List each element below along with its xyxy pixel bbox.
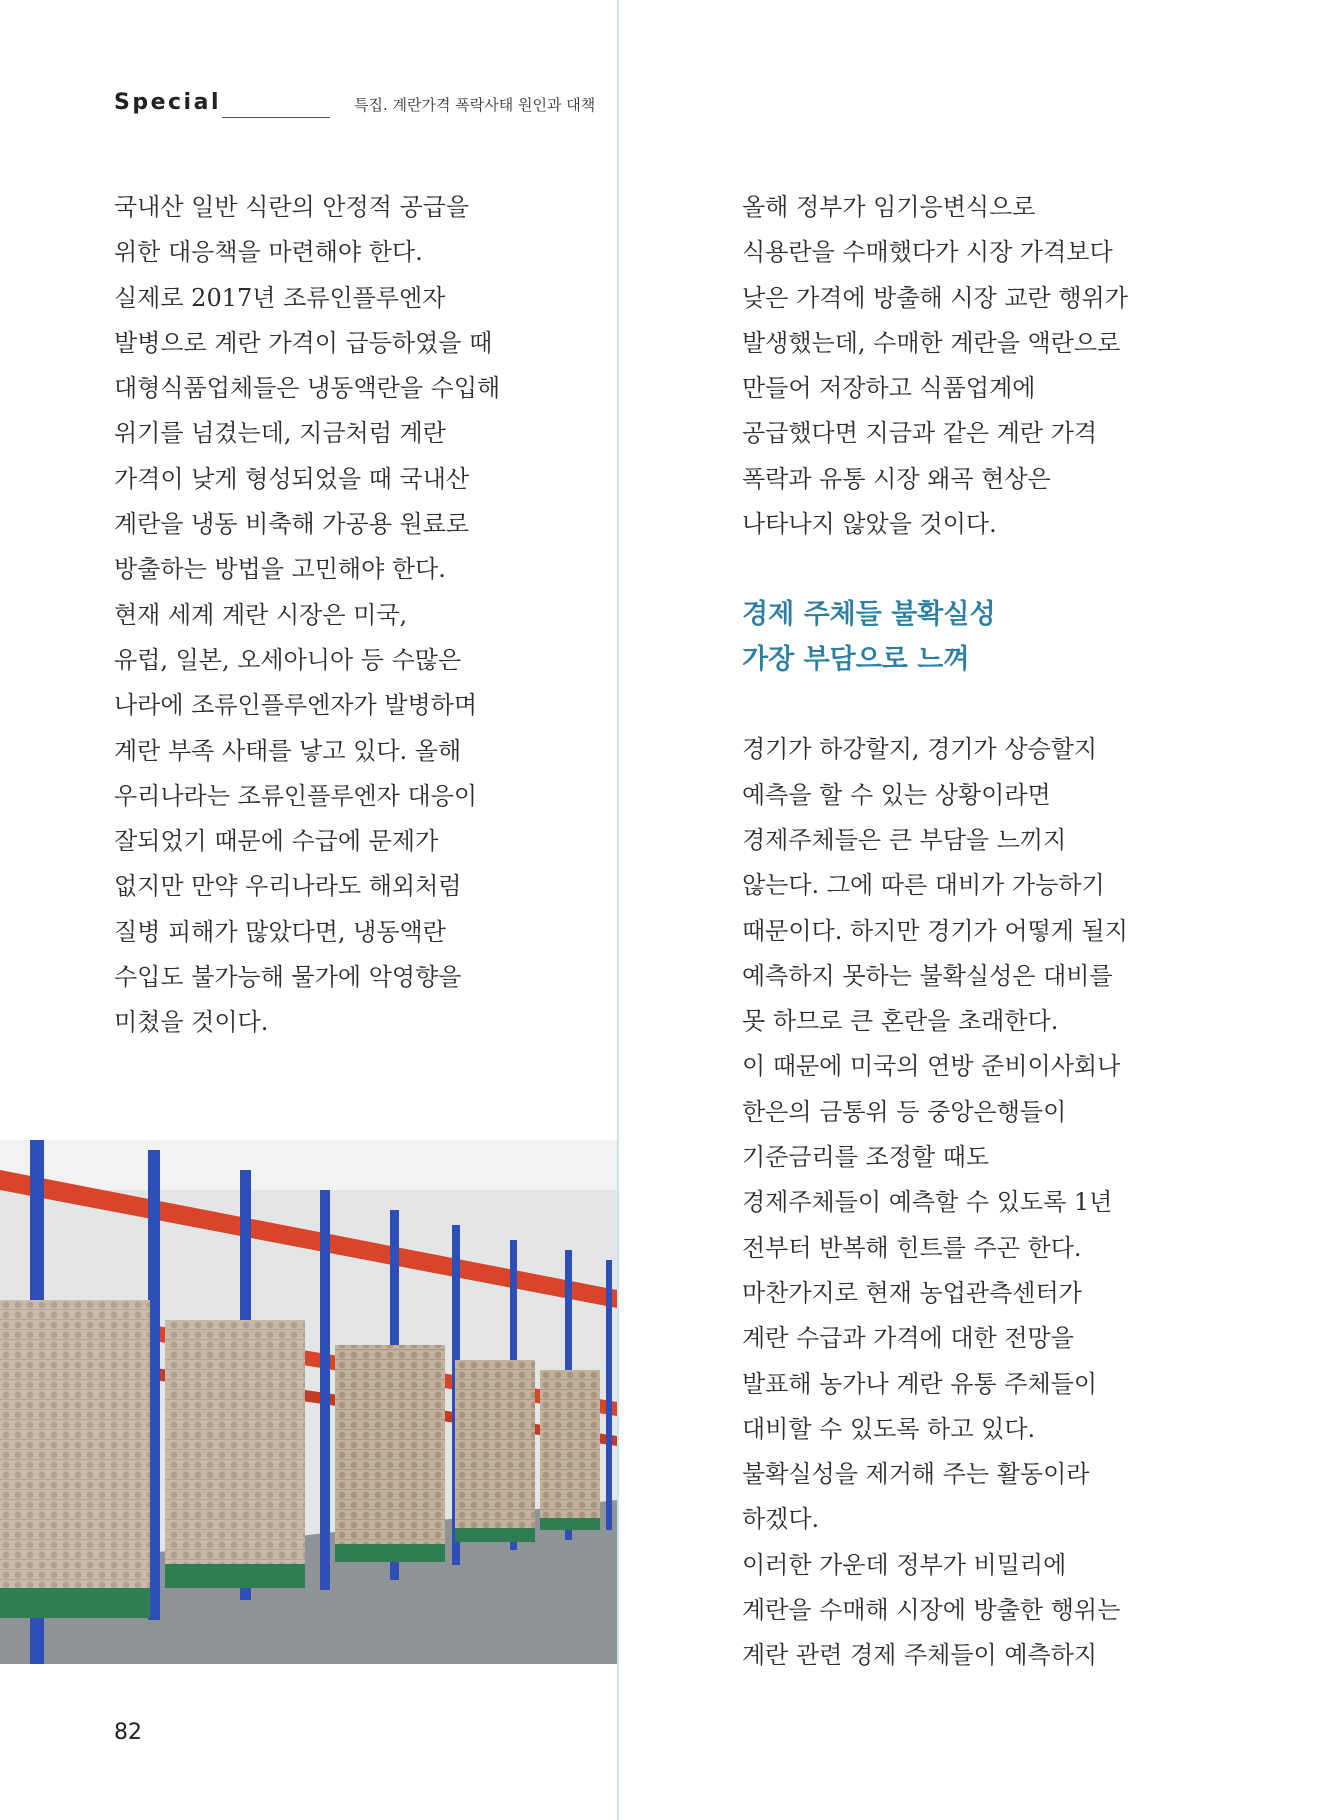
body-line: 국내산 일반 식란의 안정적 공급을 xyxy=(114,193,470,221)
warehouse-illustration xyxy=(0,1140,617,1664)
header-title: 특집. 계란가격 폭락사태 원인과 대책 xyxy=(354,96,596,114)
body-line: 예측하지 못하는 불확실성은 대비를 xyxy=(742,961,1113,990)
section-heading-line: 경제 주체들 불확실성 xyxy=(742,599,996,631)
body-line: 전부터 반복해 힌트를 주곤 한다. xyxy=(742,1233,1082,1262)
left-column xyxy=(114,185,594,1046)
body-line: 실제로 2017년 조류인플루엔자 xyxy=(114,283,446,312)
body-line: 방출하는 방법을 고민해야 한다. xyxy=(114,555,446,584)
body-line: 위기를 넘겼는데, 지금처럼 계란 xyxy=(114,419,446,448)
page-number: 82 xyxy=(114,1720,142,1745)
body-line: 하겠다. xyxy=(742,1505,820,1534)
body-line: 계란 수급과 가격에 대한 전망을 xyxy=(742,1324,1074,1353)
body-line: 만들어 저장하고 식품업계에 xyxy=(742,374,1036,403)
body-line: 이 때문에 미국의 연방 준비이사회나 xyxy=(742,1052,1121,1081)
body-line: 유럽, 일본, 오세아니아 등 수많은 xyxy=(114,645,462,674)
body-line: 공급했다면 지금과 같은 계란 가격 xyxy=(742,419,1098,448)
body-line: 발표해 농가나 계란 유통 주체들이 xyxy=(742,1369,1098,1398)
body-line: 나라에 조류인플루엔자가 발병하며 xyxy=(114,691,478,720)
body-line: 잘되었기 때문에 수급에 문제가 xyxy=(114,827,439,856)
body-line: 경제주체들이 예측할 수 있도록 1년 xyxy=(742,1188,1113,1217)
body-line: 기준금리를 조정할 때도 xyxy=(742,1143,990,1172)
body-line: 발병으로 계란 가격이 급등하였을 때 xyxy=(114,328,493,357)
body-line: 않는다. 그에 따른 대비가 가능하기 xyxy=(742,871,1105,900)
body-line: 미쳤을 것이다. xyxy=(114,1008,269,1037)
body-line: 현재 세계 계란 시장은 미국, xyxy=(114,600,408,629)
body-line: 마찬가지로 현재 농업관측센터가 xyxy=(742,1278,1082,1307)
body-line: 계란 부족 사태를 낳고 있다. 올해 xyxy=(114,736,462,765)
body-line: 한은의 금통위 등 중앙은행들이 xyxy=(742,1097,1067,1126)
body-line: 못 하므로 큰 혼란을 초래한다. xyxy=(742,1007,1059,1036)
body-line: 계란을 수매해 시장에 방출한 행위는 xyxy=(742,1596,1121,1625)
body-line: 계란 관련 경제 주체들이 예측하지 xyxy=(742,1641,1098,1670)
body-line: 낮은 가격에 방출해 시장 교란 행위가 xyxy=(742,283,1128,312)
section-label: Special xyxy=(114,90,221,115)
body-line: 나타나지 않았을 것이다. xyxy=(742,510,997,539)
section-heading xyxy=(742,592,1192,682)
body-line: 우리나라는 조류인플루엔자 대응이 xyxy=(114,781,478,810)
body-line: 경기가 하강할지, 경기가 상승할지 xyxy=(742,735,1098,764)
body-line: 대비할 수 있도록 하고 있다. xyxy=(742,1414,1036,1443)
body-line: 수입도 불가능해 물가에 악영향을 xyxy=(114,963,462,992)
body-line: 폭락과 유통 시장 왜곡 현상은 xyxy=(742,464,1051,493)
body-line: 발생했는데, 수매한 계란을 액란으로 xyxy=(742,328,1121,357)
body-line: 가격이 낮게 형성되었을 때 국내산 xyxy=(114,464,470,493)
body-line: 대형식품업체들은 냉동액란을 수입해 xyxy=(114,374,501,403)
body-line: 경제주체들은 큰 부담을 느끼지 xyxy=(742,825,1067,854)
body-line: 계란을 냉동 비축해 가공용 원료로 xyxy=(114,510,470,539)
column-divider xyxy=(617,0,619,1820)
body-line: 없지만 만약 우리나라도 해외처럼 xyxy=(114,872,462,901)
right-column xyxy=(742,185,1192,1679)
body-line: 식용란을 수매했다가 시장 가격보다 xyxy=(742,238,1113,267)
body-line: 불확실성을 제거해 주는 활동이라 xyxy=(742,1460,1090,1489)
body-line: 올해 정부가 임기응변식으로 xyxy=(742,193,1036,221)
header-rule xyxy=(222,117,330,118)
section-heading-line: 가장 부담으로 느껴 xyxy=(742,644,970,676)
body-line: 이러한 가운데 정부가 비밀리에 xyxy=(742,1550,1067,1579)
warehouse-egg-pallets-photo xyxy=(0,1140,617,1664)
body-line: 질병 피해가 많았다면, 냉동액란 xyxy=(114,917,446,946)
body-line: 예측을 할 수 있는 상황이라면 xyxy=(742,780,1051,809)
body-line: 위한 대응책을 마련해야 한다. xyxy=(114,238,423,267)
body-line: 때문이다. 하지만 경기가 어떻게 될지 xyxy=(742,916,1128,945)
page-header xyxy=(114,90,594,120)
right-body-continued xyxy=(742,727,1192,1678)
